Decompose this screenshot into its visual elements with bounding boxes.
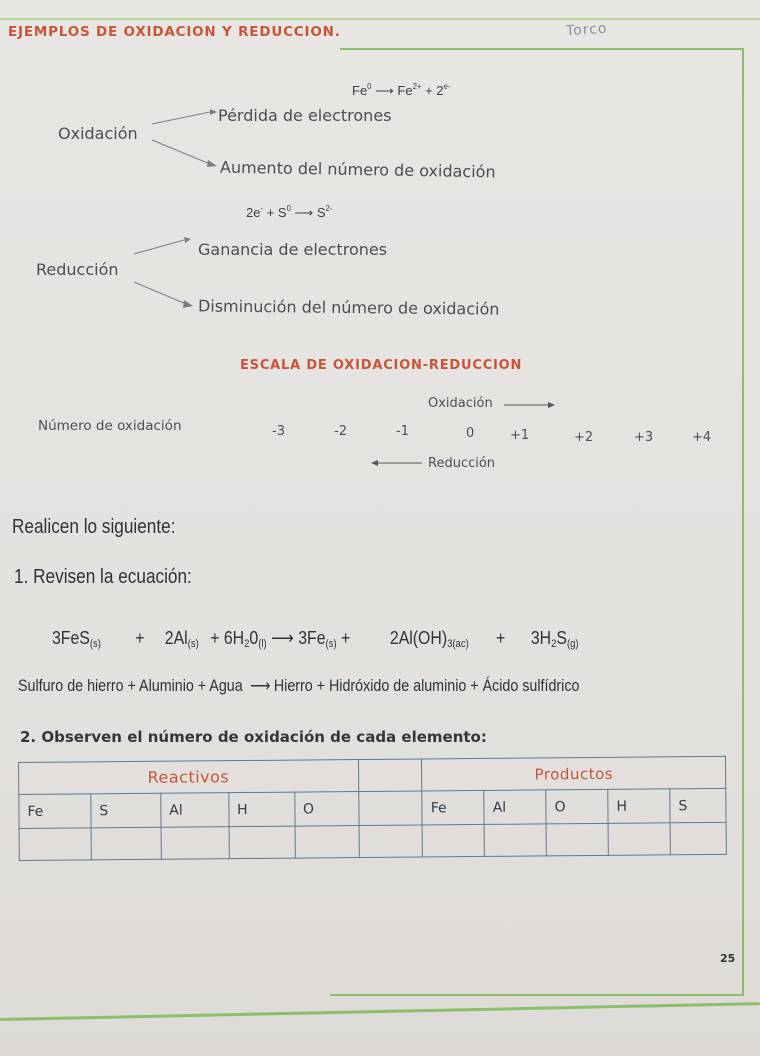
table-spacer-cell[interactable] — [359, 825, 423, 858]
answer-cell-h[interactable] — [608, 823, 670, 856]
scale-value: -3 — [272, 424, 285, 439]
arrow-right-icon: ⟶ — [271, 628, 294, 648]
answer-cell-fe[interactable] — [19, 828, 91, 861]
arrow-right-icon: ⟶ — [249, 676, 271, 695]
oxidation-equation: Fe$^0$ ⟶ $Fe^{2+} + 2^{e-}$ — [352, 82, 451, 98]
producto-element-al: Al — [484, 790, 546, 825]
oxidation-branch-bottom: Aumento del número de oxidación — [219, 157, 496, 182]
reactivo-element-fe: Fe — [19, 794, 91, 829]
scale-value: -2 — [334, 424, 347, 439]
instructions-heading: Realicen lo siguiente: — [12, 516, 176, 538]
arrow-right-icon: ⟶ — [375, 83, 394, 98]
reduction-branch-top: Ganancia de electrones — [198, 240, 388, 259]
answer-cell-s[interactable] — [670, 822, 726, 854]
answer-cell-o[interactable] — [546, 823, 608, 856]
reaction-names: Sulfuro de hierro + Aluminio + Agua ⟶ Hierro + Hidróxido de aluminio + Ácido sulfídrico — [18, 676, 580, 695]
page-title: EJEMPLOS DE OXIDACION Y REDUCCION. — [8, 24, 341, 40]
reduction-branch-bottom: Disminución del número de oxidación — [197, 296, 500, 319]
oxidation-branch-top: Pérdida de electrones — [218, 106, 392, 125]
scale-row-label: Número de oxidación — [38, 418, 182, 434]
producto-element-o: O — [546, 789, 608, 824]
answer-cell-al[interactable] — [484, 824, 546, 857]
reactivos-header: Reactivos — [19, 760, 359, 795]
page-border-right — [742, 48, 744, 996]
producto-element-h: H — [608, 789, 670, 824]
reduction-branch-arrows-icon — [132, 232, 202, 312]
reduction-equation: $2e^- + S^0$ ⟶ $S^{2-}$ — [246, 204, 333, 220]
reactivo-element-al: Al — [161, 793, 229, 828]
table-spacer-cell[interactable] — [358, 791, 422, 826]
scale-value: +2 — [574, 430, 594, 445]
answer-cell-al[interactable] — [161, 827, 229, 860]
arrow-right-icon: ⟶ — [294, 205, 314, 220]
page-border-bottom — [0, 1002, 760, 1021]
answer-cell-o[interactable] — [295, 826, 359, 859]
scale-value: +3 — [634, 430, 654, 445]
scale-value: -1 — [396, 424, 409, 439]
producto-element-s: S — [670, 788, 726, 822]
answer-cell-h[interactable] — [229, 826, 295, 859]
scale-value: +1 — [510, 428, 530, 443]
oxidation-label: Oxidación — [58, 124, 138, 143]
page-border-bottom-inner — [330, 994, 744, 996]
scale-reduction-arrow-icon — [370, 456, 422, 470]
producto-element-fe: Fe — [422, 790, 484, 825]
reactivo-element-h: H — [228, 792, 294, 827]
oxidation-number-table — [18, 756, 727, 861]
scale-value: 0 — [466, 426, 475, 441]
page-border-top-inner — [340, 48, 744, 50]
scale-reduction-label: Reducción — [428, 456, 496, 471]
scale-value: +4 — [692, 430, 712, 445]
handwritten-note: Torco — [565, 20, 608, 40]
page-border-top — [0, 18, 760, 20]
scale-oxidation-arrow-icon — [504, 398, 556, 412]
answer-cell-s[interactable] — [91, 827, 161, 860]
step-2-text: 2. Observen el número de oxidación de cada elemento: — [20, 728, 487, 746]
scale-oxidation-label: Oxidación — [428, 396, 493, 411]
reaction-equation: $3FeS_{(s)} + 2Al_{(s)} + 6H_20_{(l)}$ ⟶ $3Fe_{(s)} + 2Al(OH)_{3(ac)} + 3H_2S_{(g)}$ — [52, 628, 579, 650]
productos-header: Productos — [422, 756, 726, 791]
scale-title: ESCALA DE OXIDACION-REDUCCION — [240, 358, 523, 373]
reactivo-element-o: O — [294, 792, 358, 827]
answer-cell-fe[interactable] — [422, 824, 484, 857]
reactivo-element-s: S — [91, 793, 161, 828]
page-number: 25 — [720, 952, 736, 965]
reduction-label: Reducción — [36, 260, 119, 279]
table-spacer-cell[interactable] — [358, 759, 422, 792]
oxidation-branch-arrows-icon — [150, 104, 220, 174]
step-1-text: 1. Revisen la ecuación: — [14, 566, 192, 588]
